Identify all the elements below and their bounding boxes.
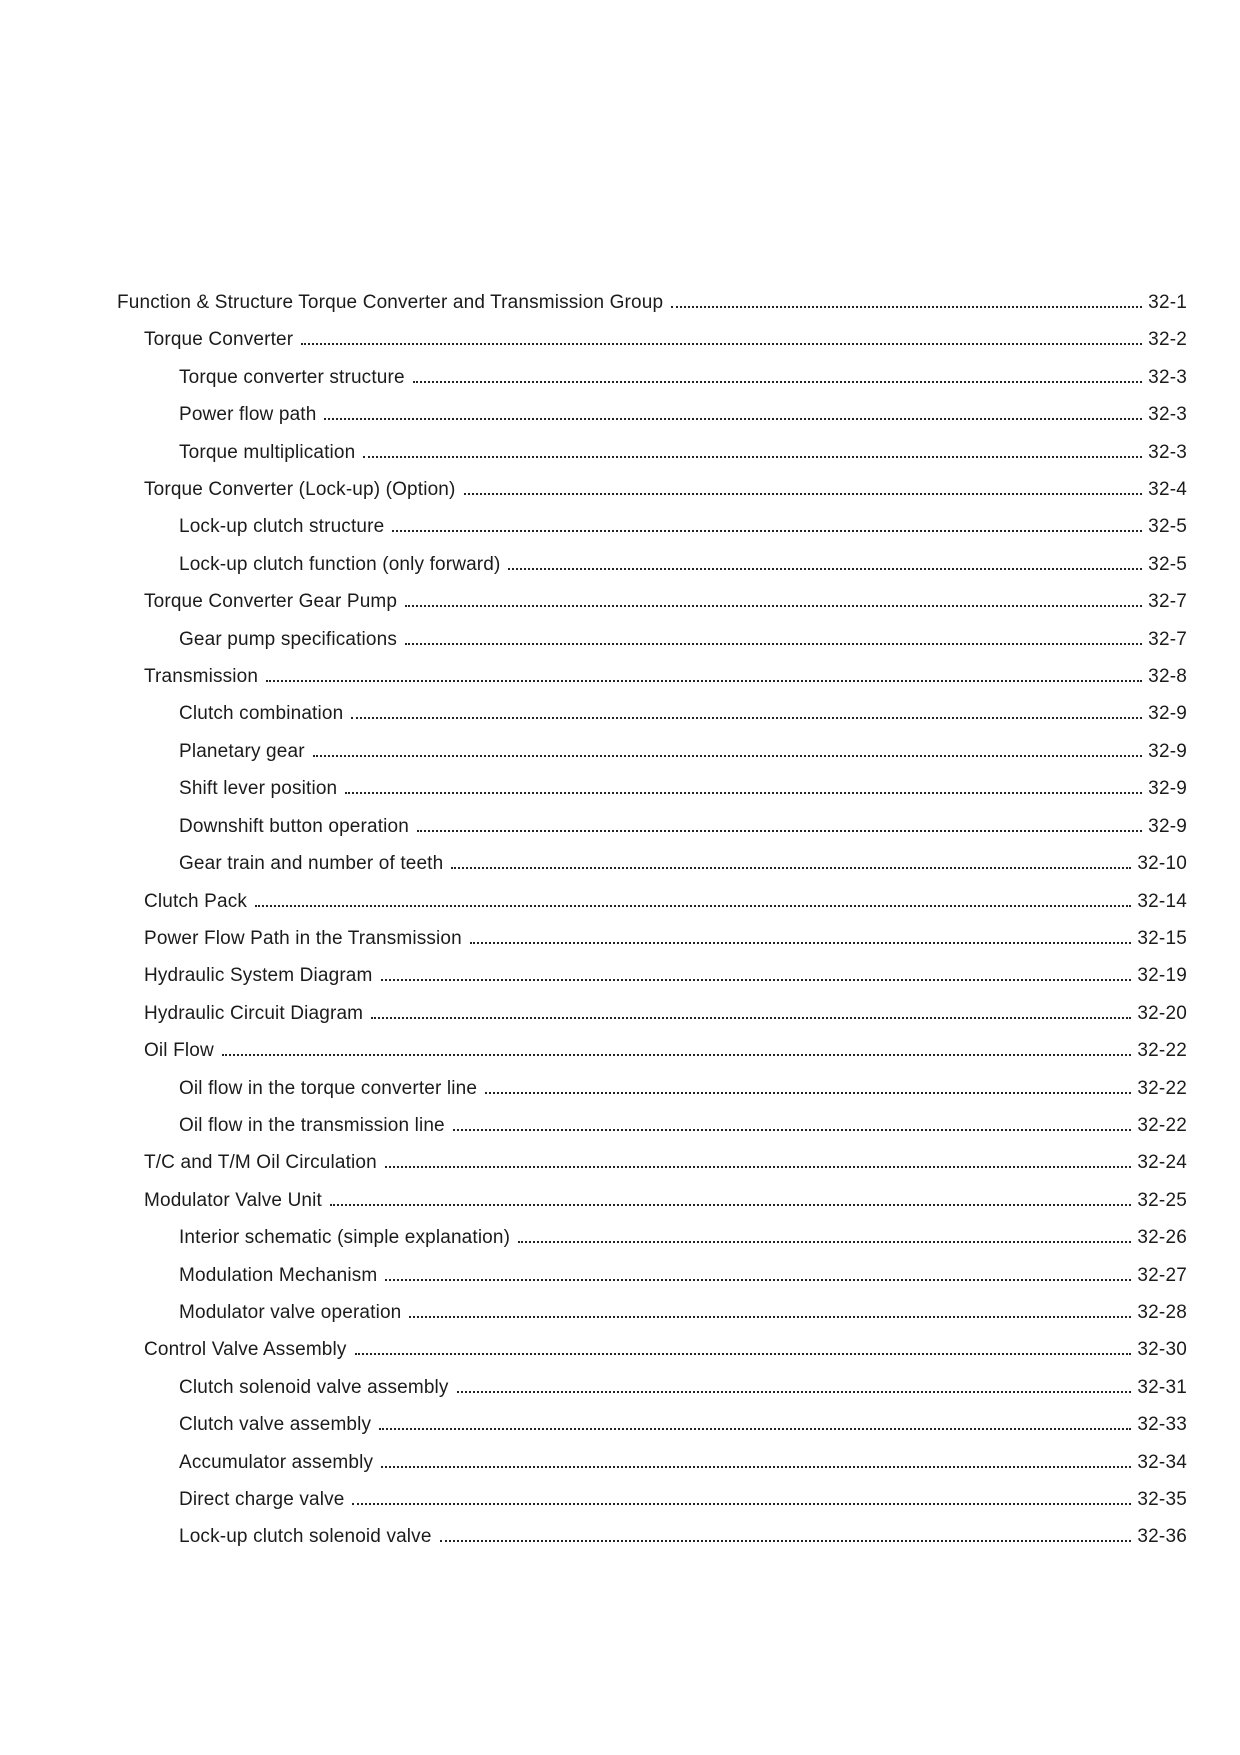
toc-entry [117,808,1187,845]
toc-entry [117,1257,1187,1294]
toc-entry-page-number: 32-7 [1148,628,1187,650]
toc-leader-dots [470,942,1132,944]
toc-entry-title: Torque Converter Gear Pump [144,591,398,613]
toc-entry [117,658,1187,695]
toc-entry [117,995,1187,1032]
toc-entry-title: Transmission [144,666,259,688]
toc-entry-title: Interior schematic (simple explanation) [179,1227,511,1249]
toc-entry [117,957,1187,994]
toc-entry-page-number: 32-26 [1137,1227,1187,1249]
toc-entry-title: Clutch combination [179,703,344,725]
toc-leader-dots [381,979,1132,981]
toc-entry-title: Oil Flow [144,1040,214,1062]
toc-leader-dots [457,1391,1132,1393]
toc-entry-page-number: 32-36 [1137,1526,1187,1548]
toc-entry [117,1294,1187,1331]
toc-entry [117,621,1187,658]
toc-leader-dots [352,1503,1131,1505]
toc-leader-dots [355,1353,1132,1355]
toc-entry-page-number: 32-19 [1137,965,1187,987]
toc-entry [117,1369,1187,1406]
toc-entry-page-number: 32-3 [1148,404,1187,426]
toc-entry-page-number: 32-35 [1137,1489,1187,1510]
toc-entry-title: Power flow path [179,404,317,426]
toc-entry-title: Torque Converter (Lock-up) (Option) [144,479,456,501]
toc-leader-dots [405,643,1142,645]
toc-entry-title: Lock-up clutch function (only forward) [179,553,501,575]
toc-leader-dots [518,1241,1131,1243]
toc-entry-page-number: 32-25 [1137,1189,1187,1211]
toc-entry-page-number: 32-30 [1137,1339,1187,1361]
toc-entry-title: Lock-up clutch structure [179,516,385,538]
toc-leader-dots [313,755,1142,757]
toc-entry-title: Function & Structure Torque Converter and Transmission Group [117,292,664,313]
toc-entry-title: Torque Converter [144,329,294,351]
toc-entry-title: Modulation Mechanism [179,1264,378,1286]
toc-entry-title: Planetary gear [179,740,305,762]
toc-entry [117,1331,1187,1368]
toc-entry-page-number: 32-3 [1148,441,1187,463]
toc-leader-dots [440,1540,1132,1542]
toc-leader-dots [405,605,1142,607]
toc-entry [117,1032,1187,1069]
toc-entry [117,1107,1187,1144]
toc-entry-page-number: 32-31 [1137,1376,1187,1398]
toc-entry [117,695,1187,732]
toc-entry-title: Clutch Pack [144,890,248,912]
toc-entry-title: Torque converter structure [179,366,405,388]
toc-entry-page-number: 32-7 [1148,591,1187,613]
toc-leader-dots [301,343,1142,345]
toc-entry-page-number: 32-9 [1148,778,1187,800]
toc-entry-title: Clutch solenoid valve assembly [179,1376,449,1398]
toc-entry-title: Accumulator assembly [179,1451,374,1473]
toc-entry [117,770,1187,807]
toc-leader-dots [222,1054,1132,1056]
toc-entry [117,359,1187,396]
toc-entry [117,1219,1187,1256]
toc-entry-page-number: 32-9 [1148,815,1187,837]
toc-entry-page-number: 32-9 [1148,740,1187,762]
toc-entry-title: Hydraulic System Diagram [144,965,373,987]
toc-entry-page-number: 32-9 [1148,703,1187,725]
toc-leader-dots [324,418,1142,420]
toc-leader-dots [409,1316,1131,1318]
toc-entry-page-number: 32-5 [1148,553,1187,575]
toc-entry-title: Power Flow Path in the Transmission [144,927,462,949]
toc-entry-title: Direct charge valve [179,1489,345,1510]
toc-leader-dots [330,1204,1131,1206]
toc-entry-title: Modulator valve operation [179,1301,402,1323]
toc-entry-page-number: 32-5 [1148,516,1187,538]
toc-entry-page-number: 32-8 [1148,666,1187,688]
toc-leader-dots [379,1428,1131,1430]
toc-leader-dots [381,1466,1131,1468]
toc-leader-dots [345,792,1142,794]
toc-entry-page-number: 32-3 [1148,366,1187,388]
toc-leader-dots [255,905,1131,907]
toc-leader-dots [417,830,1142,832]
toc-entry [117,883,1187,920]
toc-entry-page-number: 32-22 [1137,1114,1187,1136]
toc-entry [117,1406,1187,1443]
toc-entry-page-number: 32-22 [1137,1040,1187,1062]
toc-entry-title: Oil flow in the torque converter line [179,1077,478,1099]
toc-entry-title: Control Valve Assembly [144,1339,347,1361]
toc-entry-title: Downshift button operation [179,815,409,837]
toc-leader-dots [385,1279,1131,1281]
toc-leader-dots [451,867,1131,869]
toc-entry-page-number: 32-4 [1148,479,1187,501]
toc-entry [117,508,1187,545]
toc-entry [117,845,1187,882]
toc-entry-title: Clutch valve assembly [179,1414,372,1436]
table-of-contents [117,284,1187,1556]
toc-entry-title: Modulator Valve Unit [144,1189,322,1211]
toc-entry-page-number: 32-20 [1137,1002,1187,1024]
toc-leader-dots [371,1017,1131,1019]
toc-entry [117,1444,1187,1481]
toc-entry-page-number: 32-34 [1137,1451,1187,1473]
toc-entry-title: Hydraulic Circuit Diagram [144,1002,364,1024]
toc-leader-dots [363,456,1142,458]
toc-entry-title: Gear train and number of teeth [179,853,444,875]
toc-entry-page-number: 32-33 [1137,1414,1187,1436]
toc-entry-page-number: 32-10 [1137,853,1187,875]
toc-entry [117,1070,1187,1107]
toc-entry [117,434,1187,471]
toc-leader-dots [464,493,1143,495]
toc-entry-title: Gear pump specifications [179,628,397,650]
toc-leader-dots [508,568,1142,570]
toc-leader-dots [385,1166,1132,1168]
toc-entry-page-number: 32-14 [1137,890,1187,912]
toc-entry-title: T/C and T/M Oil Circulation [144,1152,377,1174]
toc-entry [117,321,1187,358]
toc-entry-title: Shift lever position [179,778,338,800]
toc-entry [117,733,1187,770]
toc-entry-title: Oil flow in the transmission line [179,1114,445,1136]
toc-entry [117,1182,1187,1219]
toc-leader-dots [392,530,1142,532]
toc-entry [117,546,1187,583]
toc-entry-page-number: 32-1 [1148,292,1187,313]
toc-entry-page-number: 32-15 [1137,927,1187,949]
toc-entry-page-number: 32-28 [1137,1301,1187,1323]
toc-entry-page-number: 32-2 [1148,329,1187,351]
toc-entry [117,396,1187,433]
toc-leader-dots [266,680,1142,682]
toc-entry [117,1481,1187,1518]
toc-leader-dots [351,717,1142,719]
toc-entry [117,583,1187,620]
toc-entry [117,284,1187,321]
toc-leader-dots [485,1092,1131,1094]
toc-entry [117,1144,1187,1181]
toc-entry-title: Lock-up clutch solenoid valve [179,1526,432,1548]
toc-leader-dots [413,381,1143,383]
toc-entry-title: Torque multiplication [179,441,356,463]
toc-entry [117,471,1187,508]
toc-entry-page-number: 32-24 [1137,1152,1187,1174]
toc-leader-dots [453,1129,1132,1131]
toc-entry [117,920,1187,957]
toc-entry-page-number: 32-27 [1137,1264,1187,1286]
toc-entry-page-number: 32-22 [1137,1077,1187,1099]
toc-leader-dots [671,306,1142,308]
toc-entry [117,1518,1187,1555]
